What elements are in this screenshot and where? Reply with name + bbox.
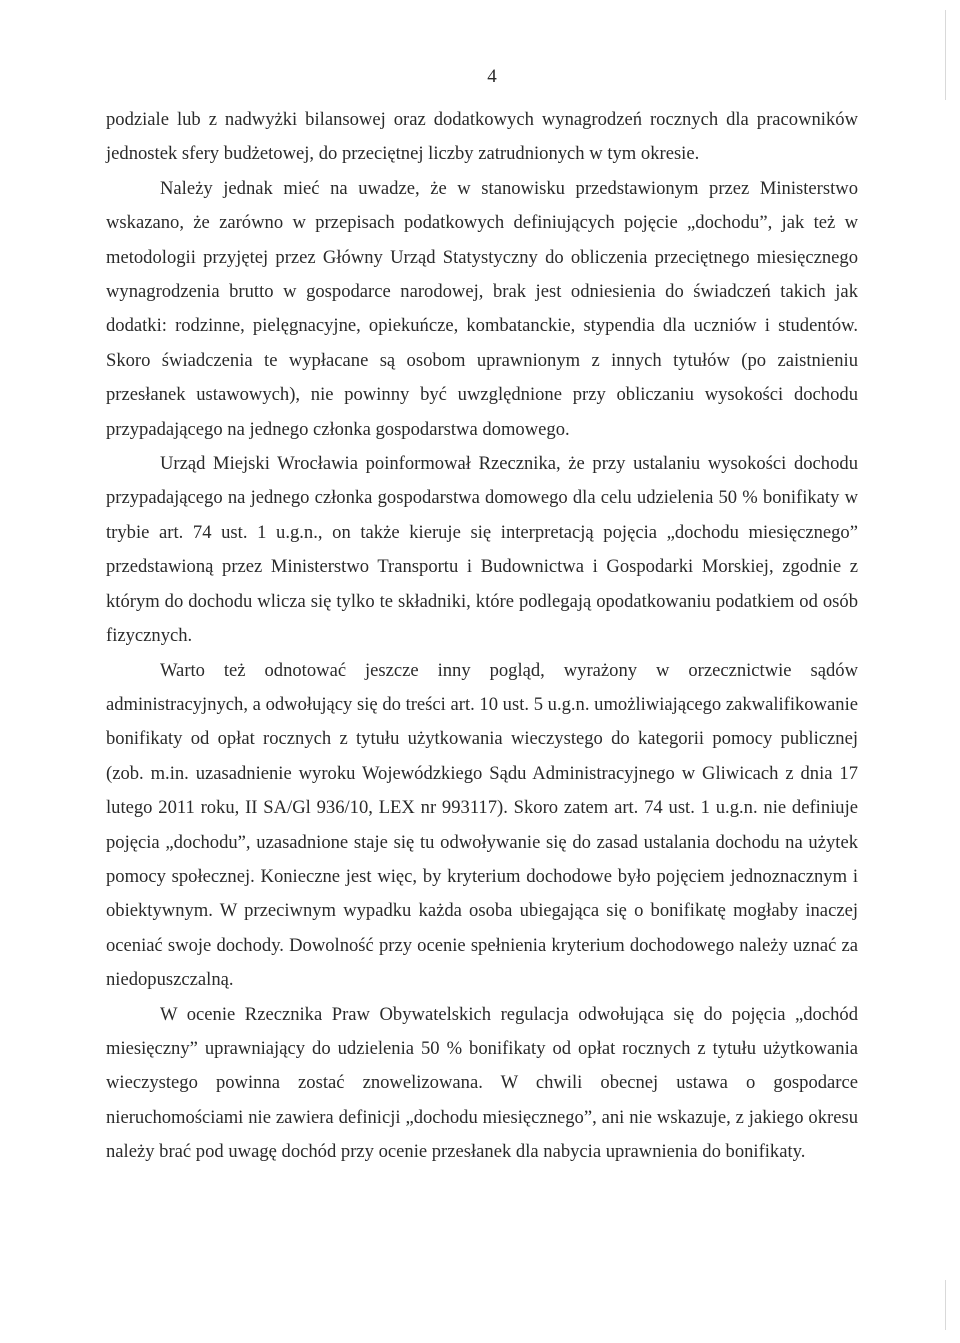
paragraph-3: Urząd Miejski Wrocławia poinformował Rzecznika, że przy ustalaniu wysokości dochodu przypadającego na jednego członka gospodarstwa domowego dla celu udzielenia 50 % bonifikaty w trybie art. 74 ust. 1 u.g.n., on także kieruje się interpretacją pojęcia „dochodu miesięcznego” przedstawioną przez Ministerstwo Transportu i Budownictwa i Gospodarki Morskiej, zgodnie z którym do dochodu wlicza się tylko te składniki, które podlegają opodatkowaniu podatkiem od osób fizycznych. [106, 453, 858, 647]
paragraph-5: W ocenie Rzecznika Praw Obywatelskich regulacja odwołująca się do pojęcia „dochód miesięczny” uprawniający do udzielenia 50 % bonifikaty od opłat rocznych z tytułu użytkowania wieczystego powinna zostać znowelizowana. W chwili obecnej ustawa o gospodarce nieruchomościami nie zawiera definicji „dochodu miesięcznego”, ani nie wskazuje, z jakiego okresu należy brać pod uwagę dochód przy ocenie przesłanek dla nabycia uprawnienia do bonifikaty. [106, 1003, 858, 1163]
paragraph-4: Warto też odnotować jeszcze inny pogląd, wyrażony w orzecznictwie sądów administracyjnych, a odwołujący się do treści art. 10 ust. 5 u.g.n. umożliwiającego zakwalifikowanie bonifikaty od opłat rocznych z tytułu użytkowania wieczystego do kategorii pomocy publicznej (zob. m.in. uzasadnienie wyroku Wojewódzkiego Sądu Administracyjnego w Gliwicach z dnia 17 lutego 2011 roku, II SA/Gl 936/10, LEX nr 993117). Skoro zatem art. 74 ust. 1 u.g.n. nie definiuje pojęcia „dochodu”, uzasadnione staje się tu odwoływanie się do zasad ustalania dochodu na użytek pomocy społecznej. Konieczne jest więc, by kryterium dochodowe było pojęciem jednoznacznym i obiektywnym. W przeciwnym wypadku każda osoba ubiegająca się o bonifikatę mogłaby inaczej oceniać swoje dochody. Dowolność przy ocenie spełnienia kryterium dochodowego należy uznać za niedopuszczalną. [106, 659, 858, 991]
page-number: 4 [487, 66, 497, 87]
paragraph-2: Należy jednak mieć na uwadze, że w stanowisku przedstawionym przez Ministerstwo wskazano, że zarówno w przepisach podatkowych definiujących pojęcie „dochodu”, jak też w metodologii przyjętej przez Główny Urząd Statystyczny do obliczenia przeciętnego miesięcznego wynagrodzenia brutto w gospodarce narodowej, brak jest odniesienia do świadczeń takich jak dodatki: rodzinne, pielęgnacyjne, opiekuńcze, kombatanckie, stypendia dla uczniów i studentów. Skoro świadczenia te wypłacane są osobom uprawnionym z innych tytułów (po zaistnieniu przesłanek ustawowych), nie powinny być uwzględnione przy obliczaniu wysokości dochodu przypadającego na jednego członka gospodarstwa domowego. [106, 177, 858, 440]
scan-edge-mark [945, 10, 946, 100]
paragraph-1: podziale lub z nadwyżki bilansowej oraz dodatkowych wynagrodzeń rocznych dla pracowników jednostek sfery budżetowej, do przeciętnej liczby zatrudnionych w tym okresie. [106, 109, 858, 165]
scan-edge-mark [945, 1280, 946, 1330]
document-body [106, 103, 858, 1170]
